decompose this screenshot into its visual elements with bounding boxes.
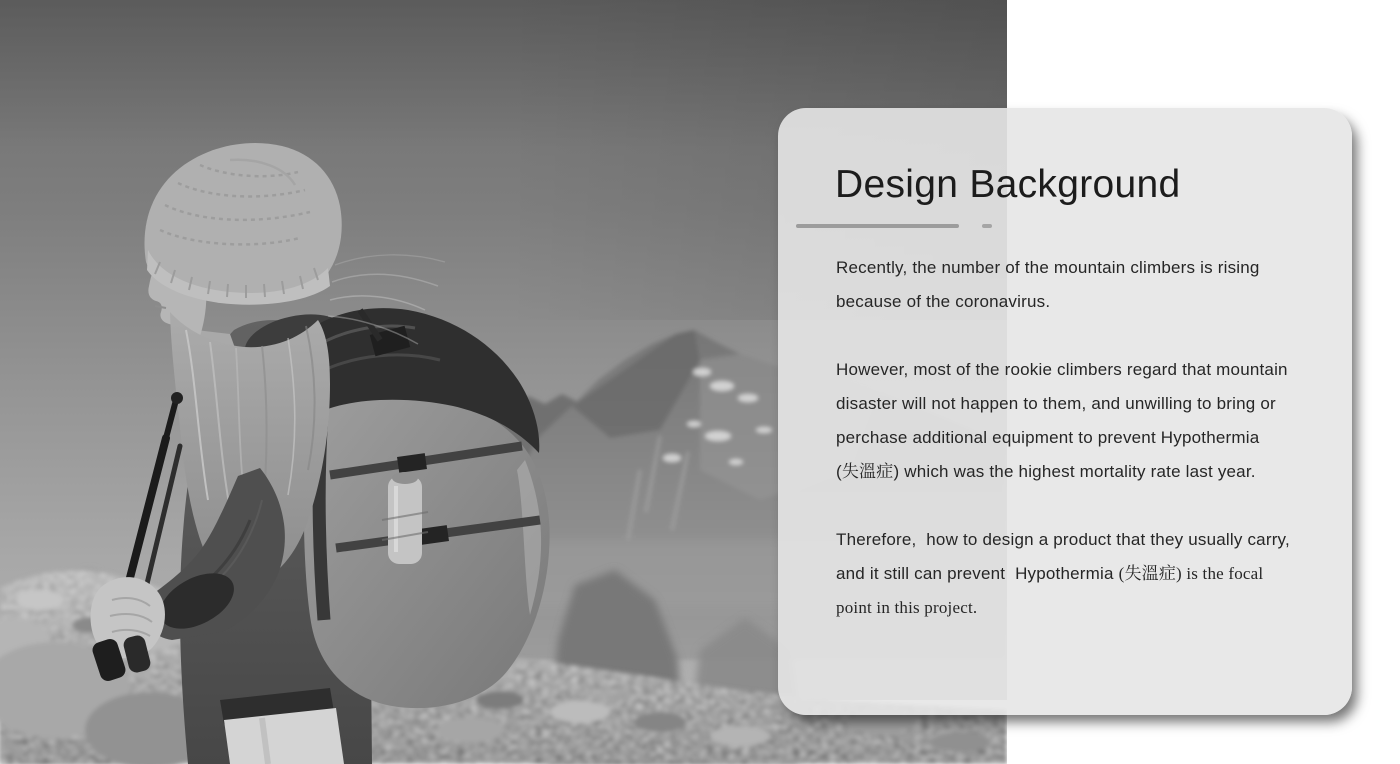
paragraph-1 — [836, 251, 1336, 319]
text-line: perchase additional equipment to prevent Hypothermia — [836, 428, 1260, 447]
text-line: (失溫症) which was the highest mortality rate last year. — [836, 462, 1256, 481]
paragraph-3 — [836, 523, 1336, 625]
text-line: disaster will not happen to them, and unwilling to bring or — [836, 394, 1276, 413]
text-line — [836, 557, 1336, 591]
text-line: because of the coronavirus. — [836, 292, 1051, 311]
text-segment: and it still can prevent Hypothermia — [836, 564, 1119, 583]
paragraph-2 — [836, 353, 1336, 489]
text-line: point in this project. — [836, 598, 978, 617]
water-bottle — [382, 472, 428, 564]
shirt — [220, 688, 344, 764]
divider-line — [796, 224, 959, 228]
text-line: Recently, the number of the mountain climbers is rising — [836, 258, 1260, 277]
text-line: Therefore, how to design a product that they usually carry, — [836, 530, 1290, 549]
card-title: Design Background — [835, 163, 1181, 206]
text-segment-serif: (失溫症) is the focal — [1118, 564, 1264, 583]
title-underline — [796, 224, 1016, 228]
card-body — [836, 251, 1336, 659]
divider-dash — [982, 224, 992, 228]
text-line: However, most of the rookie climbers regard that mountain — [836, 360, 1288, 379]
info-card — [778, 108, 1352, 715]
